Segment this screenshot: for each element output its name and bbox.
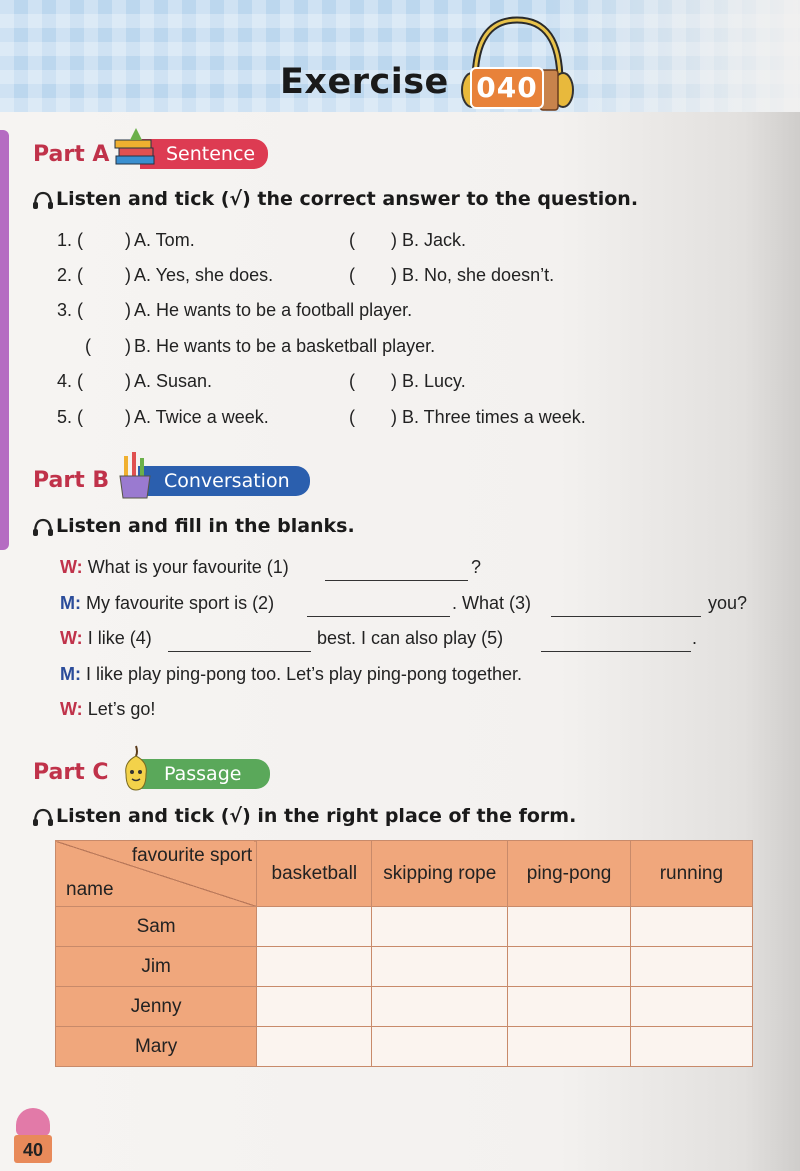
dialogue-line-2-mid: . What (3): [452, 593, 532, 613]
part-a-instruction-text: Listen and tick (√) the correct answer to the question.: [56, 188, 639, 210]
item-2-option-a: A. Yes, she does.: [134, 265, 274, 285]
dialogue-line-1: [60, 557, 289, 578]
table-corner-cell: [56, 841, 257, 907]
item-3b-num: (: [85, 336, 91, 356]
speaker-w: W:: [60, 699, 83, 719]
row-name: Mary: [56, 1027, 257, 1067]
pencil-cup-icon: [116, 452, 156, 500]
tick-cell[interactable]: [630, 907, 752, 947]
tick-cell[interactable]: [257, 987, 372, 1027]
dialogue-line-3-end: .: [692, 628, 698, 648]
blank-5[interactable]: [541, 633, 691, 652]
speaker-m: M:: [60, 664, 81, 684]
speaker-m: M:: [60, 593, 81, 613]
tick-cell[interactable]: [508, 907, 630, 947]
item-4-option-b: B. Lucy.: [402, 371, 466, 391]
item-5-b-close: ): [391, 407, 397, 427]
item-1-option-b: B. Jack.: [402, 230, 467, 250]
tick-cell[interactable]: [508, 1027, 630, 1067]
blank-3[interactable]: [551, 598, 701, 617]
item-4-close: ): [125, 371, 131, 391]
item-1-option-a: A. Tom.: [134, 230, 195, 250]
item-4-b-close: ): [391, 371, 397, 391]
item-1-b-open: (: [349, 230, 355, 250]
headphone-icon: [32, 807, 54, 827]
tick-cell[interactable]: [630, 987, 752, 1027]
part-a-instruction: [32, 188, 638, 210]
item-5-option-a: A. Twice a week.: [134, 407, 269, 427]
part-b-label: Part B: [33, 468, 110, 493]
tick-cell[interactable]: [630, 1027, 752, 1067]
headphone-icon: [32, 190, 54, 210]
speaker-w: W:: [60, 628, 83, 648]
corner-label-sport: favourite sport: [131, 845, 253, 866]
dialogue-line-1-end: ?: [471, 557, 482, 577]
item-4-option-a: A. Susan.: [134, 371, 213, 391]
part-c-instruction-text: Listen and tick (√) in the right place of the form.: [56, 805, 577, 827]
tick-cell[interactable]: [372, 907, 508, 947]
table-row: [56, 907, 753, 947]
tick-cell[interactable]: [372, 947, 508, 987]
part-c-instruction: [32, 805, 576, 827]
page-title: Exercise: [280, 62, 449, 102]
tick-cell[interactable]: [372, 987, 508, 1027]
column-header: ping-pong: [508, 841, 630, 907]
item-3-option-a: A. He wants to be a football player.: [134, 300, 413, 320]
column-header: basketball: [257, 841, 372, 907]
exercise-number: 040: [470, 67, 544, 109]
part-c-tag: Passage: [138, 759, 270, 789]
pear-character-icon: [116, 744, 156, 792]
item-1-b-close: ): [391, 230, 397, 250]
item-3-num: 3. (: [57, 300, 84, 320]
column-header: skipping rope: [372, 841, 508, 907]
blank-4[interactable]: [168, 633, 311, 652]
part-a-tag: Sentence: [140, 139, 268, 169]
item-4-b-open: (: [349, 371, 355, 391]
dialogue-line-2-end: you?: [708, 593, 748, 613]
part-c-label: Part C: [33, 760, 109, 785]
page-number: 40: [14, 1135, 52, 1163]
blank-1[interactable]: [325, 562, 468, 581]
dialogue-line-3-mid: best. I can also play (5): [317, 628, 504, 648]
corner-label-name: name: [66, 879, 114, 900]
cupcake-icon: [16, 1108, 50, 1136]
item-3-option-b: B. He wants to be a basketball player.: [134, 336, 436, 356]
table-row: [56, 1027, 753, 1067]
row-name: Sam: [56, 907, 257, 947]
item-2-option-b: B. No, she doesn’t.: [402, 265, 555, 285]
item-3-close: ): [125, 300, 131, 320]
item-3b-close: ): [125, 336, 131, 356]
part-b-instruction-text: Listen and fill in the blanks.: [56, 515, 355, 537]
table-row: [56, 987, 753, 1027]
side-tab-bar: [0, 130, 9, 550]
tick-cell[interactable]: [257, 947, 372, 987]
item-2-b-close: ): [391, 265, 397, 285]
tick-cell[interactable]: [257, 1027, 372, 1067]
speaker-w: W:: [60, 557, 83, 577]
part-b-instruction: [32, 515, 355, 537]
item-4-num: 4. (: [57, 371, 84, 391]
item-5-num: 5. (: [57, 407, 84, 427]
dialogue-line-3: [60, 628, 152, 649]
dialogue-text: Let’s go!: [87, 699, 156, 719]
dialogue-line-2: [60, 593, 274, 614]
item-1-num: 1. (: [57, 230, 84, 250]
tick-cell[interactable]: [508, 987, 630, 1027]
item-2-close: ): [125, 265, 131, 285]
dialogue-text: I like play ping-pong too. Let’s play ping-pong together.: [86, 664, 522, 684]
table-row: [56, 947, 753, 987]
tick-cell[interactable]: [257, 907, 372, 947]
part-b-tag: Conversation: [138, 466, 310, 496]
item-1-close: ): [125, 230, 131, 250]
tick-cell[interactable]: [372, 1027, 508, 1067]
dialogue-text: What is your favourite (1): [87, 557, 289, 577]
dialogue-line-4: [60, 664, 522, 685]
item-2-num: 2. (: [57, 265, 84, 285]
tick-cell[interactable]: [630, 947, 752, 987]
item-5-b-open: (: [349, 407, 355, 427]
item-5-close: ): [125, 407, 131, 427]
sport-form-table: [55, 840, 753, 1067]
books-icon: [112, 126, 158, 170]
item-2-b-open: (: [349, 265, 355, 285]
part-a-label: Part A: [33, 142, 110, 167]
item-5-option-b: B. Three times a week.: [402, 407, 586, 427]
dialogue-text: I like (4): [87, 628, 152, 648]
table-header-row: [56, 841, 753, 907]
dialogue-line-5: [60, 699, 155, 720]
dialogue-text: My favourite sport is (2): [86, 593, 275, 613]
row-name: Jenny: [56, 987, 257, 1027]
row-name: Jim: [56, 947, 257, 987]
blank-2[interactable]: [307, 598, 450, 617]
tick-cell[interactable]: [508, 947, 630, 987]
column-header: running: [630, 841, 752, 907]
headphone-icon: [32, 517, 54, 537]
